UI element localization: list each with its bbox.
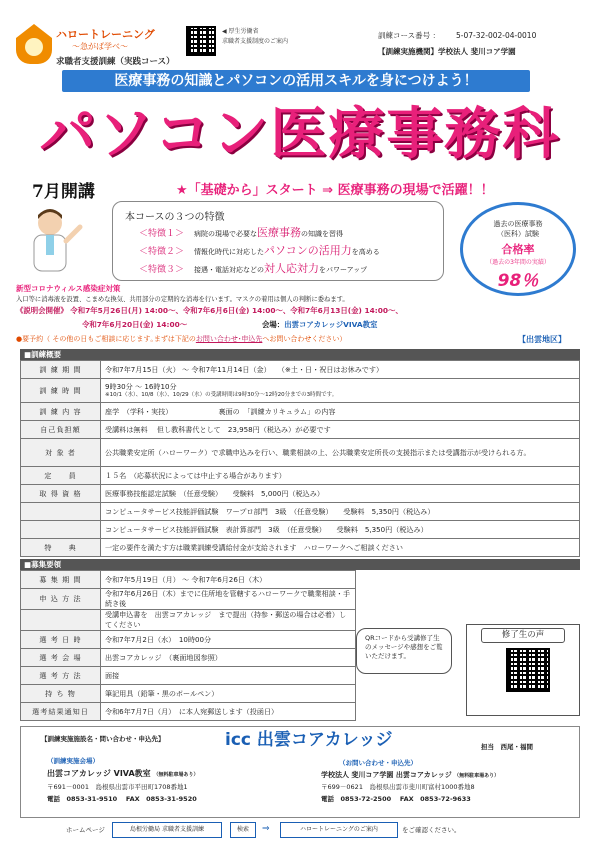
- contact-name: 学校法人 斐川コア学園 出雲コアカレッジ （無料駐車場あり）: [321, 771, 500, 779]
- table-row: [21, 485, 580, 503]
- hello-training-logo: [16, 24, 176, 70]
- reservation-note: ●要予約（ その他の日もご相談に応じます｡まずは下記のお問い合わせ･申込先へお問い合わせください）: [16, 335, 347, 343]
- qr-note-bubble: QRコードから受講修了生のメッセージや感想をご覧いただけます。: [356, 628, 452, 674]
- brand-sub: 〜急がば学べ〜: [72, 42, 128, 51]
- training-section-heading: ■訓練概要: [20, 349, 580, 360]
- row-value: 一定の要件を満たす方は職業訓練受講給付金が支給されます ハローワークへご相談ください: [101, 539, 580, 557]
- row-value: 受講申込書を 出雲コアカレッジ まで提出（持参・郵送の場合は必着）してください: [101, 610, 356, 631]
- table-row: [21, 667, 356, 685]
- row-label: 選考結果通知日: [21, 703, 101, 721]
- region-label: 【出雲地区】: [518, 335, 566, 344]
- row-label: 自己負担額: [21, 421, 101, 439]
- venue-heading: （訓練実施会場）: [47, 757, 99, 765]
- homepage-label: ホームページ: [66, 826, 105, 834]
- table-row: [21, 521, 580, 539]
- row-label: 選 考 日 時: [21, 631, 101, 649]
- features-heading: 本コースの３つの特徴: [125, 212, 225, 223]
- row-value: 令和7年5月19日（月） ～ 令和7年6月26日（木）: [101, 571, 356, 589]
- slogan: ★「基礎から」スタート ⇒ 医療事務の現場で活躍！！: [176, 183, 494, 198]
- confirm-text: をご確認ください。: [402, 826, 461, 834]
- table-row: [21, 610, 356, 631]
- table-row: [21, 685, 356, 703]
- course-title: パソコン医療事務科: [39, 102, 561, 167]
- table-row: [21, 589, 356, 610]
- venue-address: 〒691－0001 島根県出雲市平田町1708番地1: [47, 783, 188, 791]
- course-info: 訓練コース番号 ： 5-07-32-002-04-0010 【訓練実施機関】学校法人 斐川コア学園: [378, 31, 537, 56]
- features-box: [112, 201, 444, 281]
- row-label: 対 象 者: [21, 439, 101, 467]
- table-row: [21, 361, 580, 379]
- recruit-table: [20, 570, 356, 721]
- row-label: 募 集 期 間: [21, 571, 101, 589]
- recruit-section-heading: ■募集要領: [20, 559, 580, 570]
- row-label: 定 員: [21, 467, 101, 485]
- logo-face-icon: [25, 38, 43, 56]
- contact-phone: 電話 0853-72-2500 FAX 0853-72-9633: [321, 795, 471, 803]
- row-value: 筆記用具（鉛筆・黒のボールペン）: [101, 685, 356, 703]
- row-label: 申 込 方 法: [21, 589, 101, 610]
- row-value: 面接: [101, 667, 356, 685]
- row-label: 訓 練 内 容: [21, 403, 101, 421]
- info-session-last: 令和7年6月20日(金) 14:00～: [82, 320, 188, 329]
- brand-name: ハロートレーニング: [56, 28, 155, 41]
- row-label: 選 考 方 法: [21, 667, 101, 685]
- contact-heading: （お問い合わせ・申込先）: [339, 759, 417, 767]
- table-row: [21, 403, 580, 421]
- table-row: [21, 703, 356, 721]
- pass-rate-badge: 過去の医療事務 （医科）試験 合格率 （過去の3年間の実績） 98％: [460, 202, 576, 296]
- row-value: 公共職業安定所（ハローワーク）で求職申込みを行い、職業相談の上、公共職業安定所長の支援指示または受講指示が受けられる方。: [101, 439, 580, 467]
- row-label: 訓 練 時 間: [21, 379, 101, 403]
- covid-text: 入口等に消毒液を設置、こまめな換気、共用部分の定期的な消毒を行います。マスクの着用は個人の判断に委ねます。: [16, 296, 349, 303]
- row-value: 出雲コアカレッジ （裏面地図参照）: [101, 649, 356, 667]
- row-value: 座学 （学科・実技） 裏面の 「訓練カリキュラム」の内容: [101, 403, 580, 421]
- feature-2: ＜特徴２＞ 情報化時代に対応したパソコンの活用力を高める: [139, 244, 380, 257]
- table-row: [21, 503, 580, 521]
- hero-banner: 医療事務の知識とパソコンの活用スキルを身につけよう！: [62, 70, 530, 92]
- row-value: 令和7年6月26日（木）までに住所地を管轄するハローワークで職業相談・手続き後: [101, 589, 356, 610]
- contact-address: 〒699－0621 島根県出雲市斐川町富村1000番地8: [321, 783, 475, 791]
- arrow-right-icon: ⇒: [262, 824, 270, 834]
- row-value: 9時30分 ～ 16時10分 ※10/1（水）、10/8（水）、10/29（水）の受講時間は9時30分～12時20分までの3時間です。: [101, 379, 580, 403]
- table-row: [21, 467, 580, 485]
- graduate-voice-label: 修了生の声: [481, 628, 565, 643]
- row-label: 選 考 会 場: [21, 649, 101, 667]
- training-table: [20, 360, 580, 557]
- guide-button[interactable]: ハロートレーニングのご案内: [280, 822, 398, 838]
- row-label: [21, 521, 101, 539]
- footer-title: 【訓練実施施設名・問い合わせ・申込先】: [41, 735, 165, 743]
- session-venue: 会場：出雲コアカレッジVIVA教室: [262, 320, 378, 329]
- row-value: 令和7年7月2日（水） 10時00分: [101, 631, 356, 649]
- info-sessions: 《説明会開催》 令和7年5月26日(月) 14:00～、令和7年6月6日(金) 14:00～、令和7年6月13日(金) 14:00～、: [16, 306, 403, 315]
- row-value: コンピュータサービス技能評価試験 表計算部門 3級 （任意受験） 受験料 5,350円（税込み）: [101, 521, 580, 539]
- row-value: １５名 （応募状況によっては中止する場合があります）: [101, 467, 580, 485]
- table-row: [21, 379, 580, 403]
- covid-heading: 新型コロナウィルス感染症対策: [16, 284, 121, 293]
- staff-names: 担当 西尾・福間: [481, 743, 533, 751]
- search-button[interactable]: 検索: [230, 822, 256, 838]
- row-label: [21, 503, 101, 521]
- row-label: [21, 610, 101, 631]
- table-row: [21, 571, 356, 589]
- college-logo: icc 出雲コアカレッジ: [225, 730, 393, 750]
- contact-footer: [20, 726, 580, 818]
- program-type: 求職者支援訓練（実践コース）: [56, 57, 175, 67]
- row-value: コンピュータサービス技能評価試験 ワープロ部門 3級 （任意受験） 受験料 5,350円（税込み）: [101, 503, 580, 521]
- instructor-illustration-icon: [10, 205, 90, 275]
- row-value: 令和7年7月15日（火） ～ 令和7年11月14日（金） （※土・日・祝日はお休みです）: [101, 361, 580, 379]
- venue-name: 出雲コアカレッジ VIVA教室 （無料駐車場あり）: [47, 769, 199, 778]
- row-value: 受講料は無料 但し教科書代として 23,958円（税込み）が必要です: [101, 421, 580, 439]
- table-row: [21, 421, 580, 439]
- row-label: 訓 練 期 間: [21, 361, 101, 379]
- table-row: [21, 439, 580, 467]
- venue-phone: 電話 0853-31-9510 FAX 0853-31-9520: [47, 795, 197, 803]
- row-label: 取 得 資 格: [21, 485, 101, 503]
- table-row: [21, 631, 356, 649]
- row-label: 特 典: [21, 539, 101, 557]
- feature-1: ＜特徴１＞ 病院の現場で必要な医療事務の知識を習得: [139, 226, 344, 239]
- feature-3: ＜特徴３＞ 接遇・電話対応などの対人応対力をパワーアップ: [139, 262, 368, 275]
- row-value: 医療事務技能認定試験 （任意受験） 受験料 5,000円（税込み）: [101, 485, 580, 503]
- contact-link[interactable]: お問い合わせ･申込先: [195, 335, 263, 343]
- table-row: [21, 649, 356, 667]
- mhlw-qr-code[interactable]: [186, 26, 216, 56]
- graduate-qr-code[interactable]: [506, 648, 550, 692]
- mhlw-note: ◀ 厚生労働省 求職者支援制度のご案内: [222, 28, 289, 45]
- search-term-box[interactable]: 島根労働局 求職者支援訓練: [112, 822, 222, 838]
- start-month: 7月開講: [32, 182, 95, 202]
- table-row: [21, 539, 580, 557]
- row-label: 持 ち 物: [21, 685, 101, 703]
- row-value: 令和6年7月7日（月） に本人宛郵送します（投函日）: [101, 703, 356, 721]
